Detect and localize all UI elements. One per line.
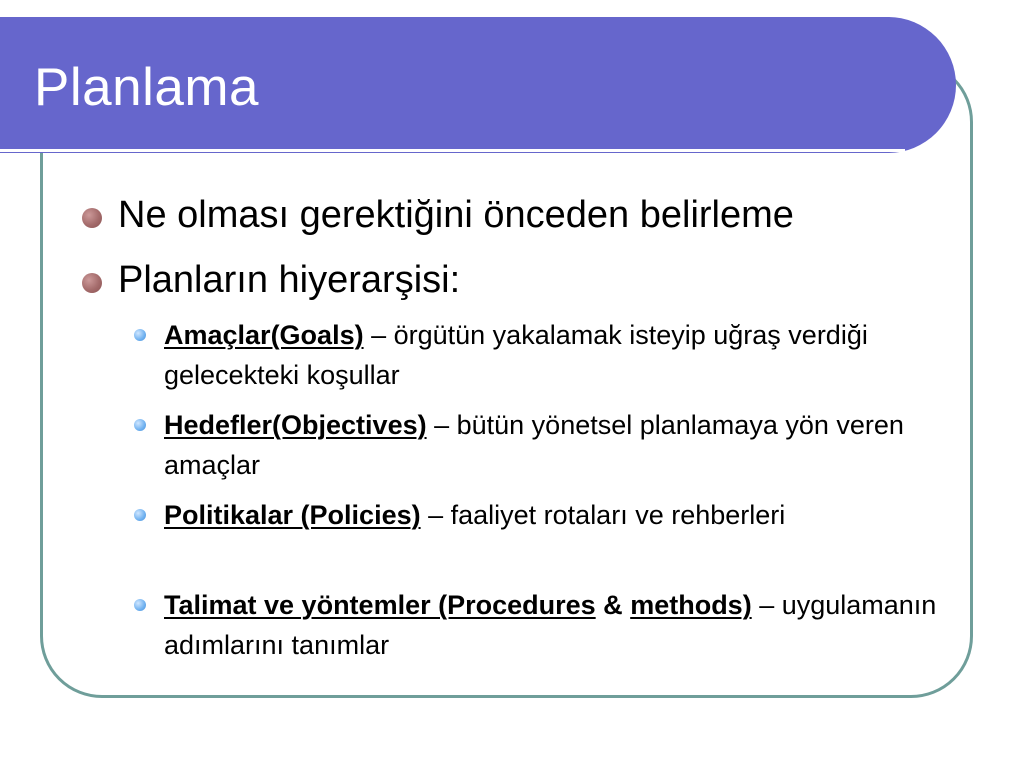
slide-title: Planlama [34, 58, 259, 117]
bullet-item [118, 196, 794, 234]
bullet-dot-icon [82, 208, 102, 228]
sub-bullet-dot-icon [134, 329, 146, 341]
sub-bullet-text: – faaliyet rotaları ve rehberleri [420, 500, 786, 530]
bullet-dot-icon [82, 273, 102, 293]
sub-bullet-term-2: methods) [630, 590, 752, 620]
sub-bullet-term: Politikalar (Policies) [164, 500, 421, 530]
sub-bullet-text: – bütün yönetsel planlamaya yön veren amaçlar [164, 410, 904, 480]
sub-bullet-item [164, 585, 954, 665]
sub-bullet-item [164, 495, 954, 535]
sub-bullet-text: – örgütün yakalamak isteyip uğraş verdiği gelecekteki koşullar [164, 320, 868, 390]
title-bar [0, 17, 956, 153]
bullet-text: Ne olması gerektiğini önceden belirleme [118, 194, 794, 236]
sub-bullet-dot-icon [134, 599, 146, 611]
sub-bullet-dot-icon [134, 509, 146, 521]
sub-bullet-dot-icon [134, 419, 146, 431]
bullet-item [118, 261, 460, 299]
title-underline [0, 149, 905, 152]
sub-bullet-joiner: & [595, 590, 631, 620]
sub-bullet-term: Hedefler(Objectives) [164, 410, 427, 440]
sub-bullet-item [164, 405, 954, 485]
sub-bullet-term: Amaçlar(Goals) [164, 320, 364, 350]
bullet-text: Planların hiyerarşisi: [118, 259, 461, 301]
sub-bullet-item [164, 315, 954, 395]
sub-bullet-term: Talimat ve yöntemler (Procedures [164, 590, 596, 620]
sub-bullet-text: – uygulamanın adımlarını tanımlar [164, 590, 937, 660]
